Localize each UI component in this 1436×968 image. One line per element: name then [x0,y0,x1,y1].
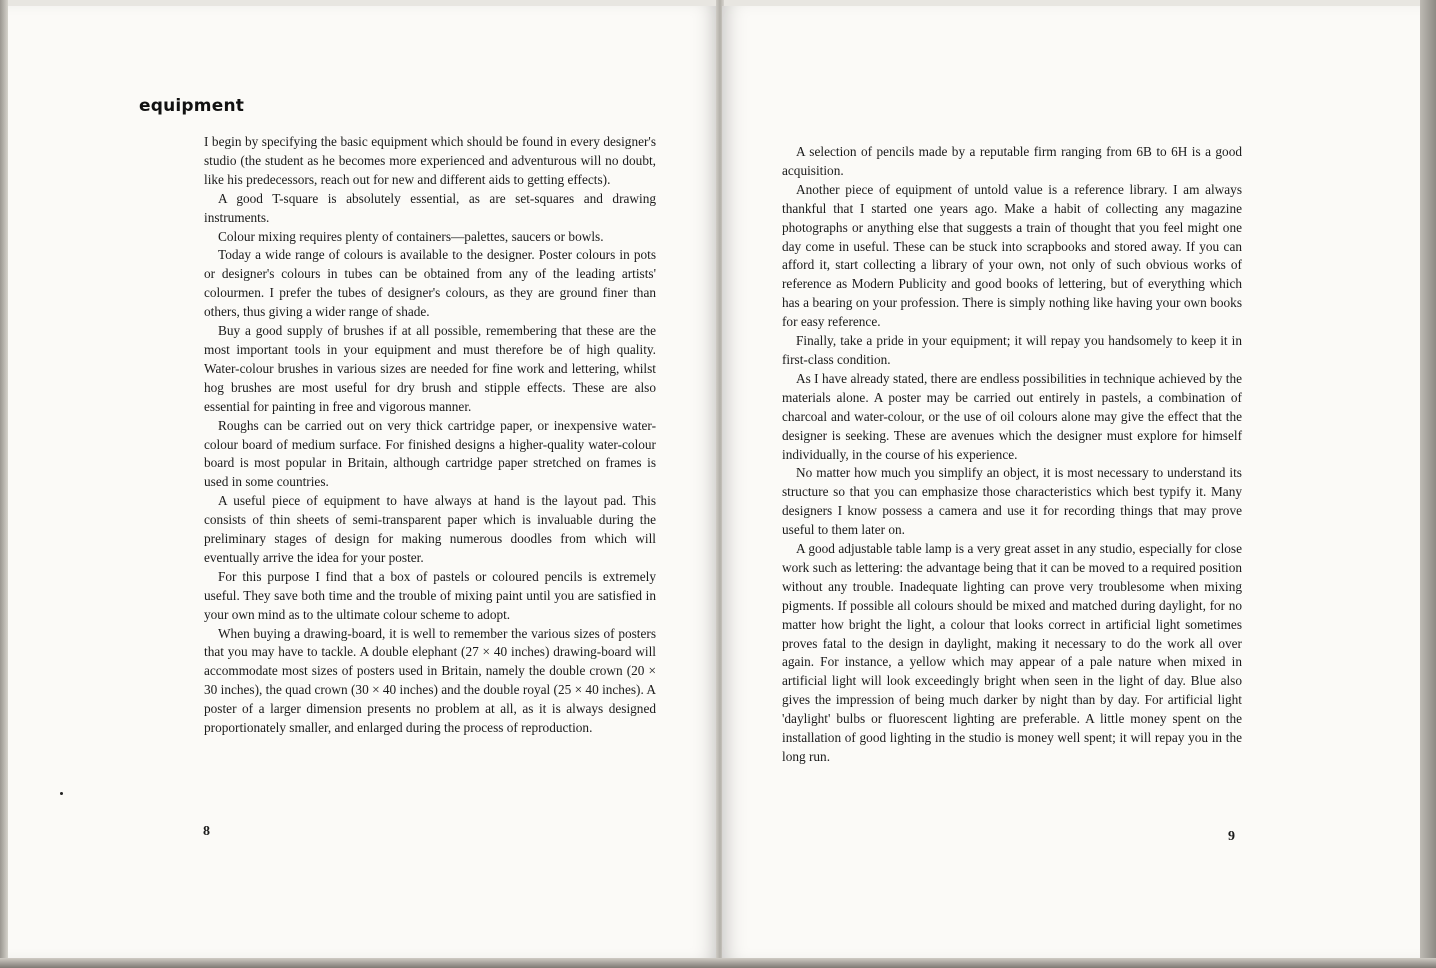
paragraph: Another piece of equipment of untold value is a reference library. I am always thankful that I started one years ago. Make a habit of collecting any magazine photographs or anything else that suggests a train of thought that you feel might one day come in useful. These can be stuck into scrapbooks and stored away. If you can afford it, start collecting a library of your own, not only of such obvious works of reference as Modern Publicity and good books of lettering, but of everything which has a bearing on your profession. There is simply nothing like having your own books for easy reference. [782,181,1242,330]
right-text-block [782,143,1242,767]
page-number: 8 [203,824,210,839]
left-binding-edge [0,0,8,968]
ink-speck [60,792,63,795]
paragraph: A good adjustable table lamp is a very great asset in any studio, especially for close work such as lettering: the advantage being that it can be moved to a required position without any trouble. Inadequate lighting can prove very troublesome when mixing pigments. If possible all colours should be mixed and matched during daylight, for no matter how bright the light, a colour that looks correct in artificial light sometimes proves fatal to the design in daylight, making it necessary to do the work all over again. For instance, a yellow which may appear of a pale nature when mixed in artificial light will look exceedingly bright when seen in the light of day. Blue also gives the impression of being much darker by night than by day. For artificial light 'daylight' bulbs or fluorescent lighting are preferable. A little money spent on the installation of good lighting in the studio is money well spent; it will repay you in the long run. [782,541,1242,764]
paragraph: A good T-square is absolutely essential, as are set-squares and drawing instruments. [204,190,656,225]
paragraph: A selection of pencils made by a reputable firm ranging from 6B to 6H is a good acquisition. [782,144,1242,178]
paragraph: Roughs can be carried out on very thick cartridge paper, or inexpensive water-colour board of medium surface. For finished designs a higher-quality water-colour board is most popular in Britain, although cartridge paper stretched on frames is used in some countries. [204,417,656,490]
paragraph: Finally, take a pride in your equipment; it will repay you handsomely to keep it in first-class condition. [782,333,1242,367]
left-page [8,6,720,958]
page-number: 9 [1228,829,1235,844]
paragraph: A useful piece of equipment to have always at hand is the layout pad. This consists of thin sheets of semi-transparent paper which is invaluable during the preliminary stages of design for making numerous doodles from which will eventually arrive the idea for your poster. [204,493,656,565]
paragraph: Buy a good supply of brushes if at all possible, remembering that these are the most important tools in your equipment and must therefore be of high quality. Water-colour brushes in various sizes are needed for fine work and lettering, whilst hog brushes are most useful for dry brush and stipple effects. These are also essential for painting in free and vigorous manner. [204,323,656,414]
paragraph: Colour mixing requires plenty of containers—palettes, saucers or bowls. [218,228,604,244]
paragraph: I begin by specifying the basic equipment which should be found in every designer's studio (the student as he becomes more experienced and adventurous will no doubt, like his predecessors, reach out for new and different aids to getting effects). [204,134,656,187]
bottom-binding-edge [0,958,1436,968]
paragraph: No matter how much you simplify an object, it is most necessary to understand its structure so that you can emphasize those characteristics which best typify it. Many designers I know possess a camera and use it for recording things that may prove useful to them later on. [782,465,1242,538]
paragraph: As I have already stated, there are endless possibilities in technique achieved by the materials alone. A poster may be carried out entirely in pastels, a combination of charcoal and water-colour, or the use of oil colours alone may give the effect that the designer is seeking. These are avenues which the designer must explore for himself individually, in the course of his experience. [782,370,1242,462]
right-page [722,6,1420,958]
left-text-block [204,133,656,738]
paragraph: For this purpose I find that a box of pastels or coloured pencils is extremely useful. They save both time and the trouble of mixing paint until you are satisfied in your own mind as to the ultimate colour scheme to adopt. [204,568,656,622]
paragraph: Today a wide range of colours is available to the designer. Poster colours in pots or designer's colours in tubes can be obtained from any of the leading artists' colourmen. I prefer the tubes of designer's colours, as they are ground finer than others, thus giving a wider range of shade. [204,247,656,320]
section-heading: equipment [139,96,245,116]
right-binding-edge [1420,0,1436,968]
paragraph: When buying a drawing-board, it is well to remember the various sizes of posters that you may have to tackle. A double elephant (27 × 40 inches) drawing-board will accommodate most sizes of posters used in Britain, namely the double crown (20 × 30 inches), the quad crown (30 × 40 inches) and the double royal (25 × 40 inches). A poster of a larger dimension presents no problem at all, as it is always designed proportionately smaller, and enlarged during the process of reproduction. [204,625,656,736]
